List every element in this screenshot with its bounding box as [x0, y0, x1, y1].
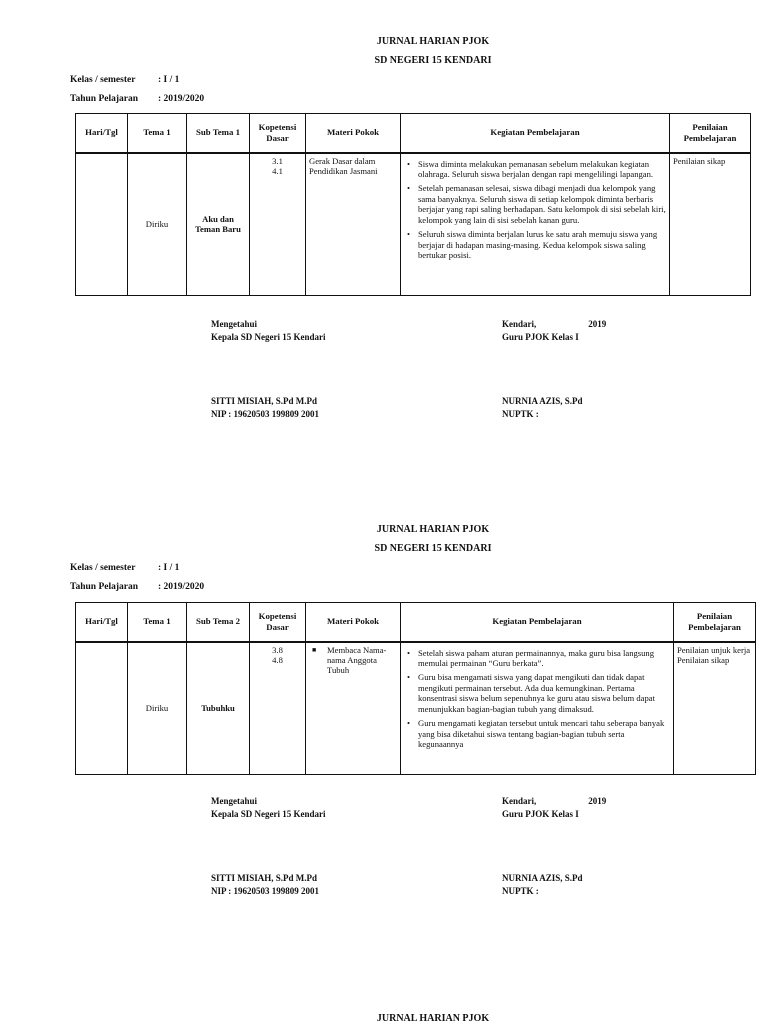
sig-city: Kendari,: [502, 319, 537, 329]
cell-kegiatan: [401, 153, 670, 296]
header-kegiatan: Kegiatan Pembelajaran: [401, 603, 674, 642]
header-kd: Kopetensi Dasar: [250, 603, 306, 642]
kegiatan-item: • Setelah pemanasan selesai, siswa dibagi menjadi dua kelompok yang sama banyaknya. Seluruh siswa di setiap kelompok diminta berbaris berjajar yang rapi saling berhadapan. Satu kelompok di sisi sebelah kiri, kelompok yang lain di sisi sebelah kanan guru.: [418, 183, 666, 225]
table-header-row: [76, 603, 756, 642]
signature-right: [502, 318, 606, 344]
cell-subtema: Aku dan Teman Baru: [187, 153, 250, 296]
tahun-row: [70, 582, 204, 592]
cell-penilaian: [674, 642, 756, 775]
cell-hari: [76, 153, 128, 296]
school-name: SD NEGERI 15 KENDARI: [374, 55, 492, 66]
header-tema: Tema 1: [128, 114, 187, 153]
sig-year: 2019: [588, 796, 607, 806]
tahun-value: : 2019/2020: [158, 582, 205, 592]
header-subtema: Sub Tema 2: [187, 603, 250, 642]
sig-kepala-name: SITTI MISIAH, S.Pd M.Pd: [211, 873, 318, 883]
header-materi: Materi Pokok: [306, 114, 401, 153]
tahun-label: Tahun Pelajaran: [70, 94, 139, 104]
kegiatan-item: • Setelah siswa paham aturan permainannya, maka guru bisa langsung memulai permainan “Guru berkata”.: [418, 648, 670, 669]
sig-year: 2019: [588, 319, 607, 329]
penilaian-item: Penilaian sikap: [677, 654, 730, 665]
cell-kd: [250, 642, 306, 775]
cell-penilaian: Penilaian sikap: [670, 153, 751, 296]
kegiatan-item: • Guru bisa mengamati siswa yang dapat mengikuti dan tidak dapat mengikuti permainan tersebut. Ada dua kemungkinan. Pertama konsentrasi siswa belum sepenuhnya ke guru atau siswa belum dapat menunjukkan bagian-bagian tubuh yang dimaksud.: [418, 672, 670, 714]
cell-tema: Diriku: [128, 153, 187, 296]
sig-mengetahui: Mengetahui: [211, 796, 257, 806]
header-penilaian: Penilaian Pembelajaran: [674, 603, 756, 642]
signature-right: [502, 795, 606, 821]
kd-item: 3.1: [272, 155, 283, 166]
sig-kepala: Kepala SD Negeri 15 Kendari: [211, 809, 326, 820]
table-row: [76, 642, 756, 775]
tahun-label: Tahun Pelajaran: [70, 582, 139, 592]
signature-left: [211, 795, 326, 821]
kegiatan-item: • Guru mengamati kegiatan tersebut untuk mencari tahu seberapa banyak yang bisa diketahui siswa tentang bagian-bagian tubuh serta kegunaannya: [418, 718, 670, 749]
signature-left: [211, 318, 326, 344]
header-hari: Hari/Tgl: [76, 603, 128, 642]
header-tema: Tema 1: [128, 603, 187, 642]
journal-table: [75, 602, 756, 775]
journal-title: JURNAL HARIAN PJOK: [376, 1013, 490, 1024]
signature-left-name: [211, 395, 319, 421]
sig-date: [502, 795, 606, 808]
signature-right-name: [502, 395, 583, 421]
header-materi: Materi Pokok: [306, 603, 401, 642]
kelas-value: : I / 1: [158, 75, 180, 85]
sig-nip: NIP : 19620503 199809 2001: [211, 886, 319, 897]
cell-materi: Gerak Dasar dalam Pendidikan Jasmani: [306, 153, 401, 296]
tahun-row: [70, 94, 204, 104]
sig-city: Kendari,: [502, 796, 537, 806]
kelas-row: [70, 75, 179, 85]
sig-nuptk: NUPTK :: [502, 409, 539, 420]
journal-title: JURNAL HARIAN PJOK: [376, 36, 490, 47]
cell-kd: [250, 153, 306, 296]
sig-nip: NIP : 19620503 199809 2001: [211, 409, 319, 420]
header-subtema: Sub Tema 1: [187, 114, 250, 153]
sig-guru-name: NURNIA AZIS, S.Pd: [502, 396, 583, 406]
table-header-row: [76, 114, 751, 153]
materi-item: ■ Membaca Nama-nama Anggota Tubuh: [327, 645, 397, 676]
cell-kegiatan: [401, 642, 674, 775]
header-kd: Kopetensi Dasar: [250, 114, 306, 153]
kelas-label: Kelas / semester: [70, 563, 136, 573]
cell-hari: [76, 642, 128, 775]
table-row: [76, 153, 751, 296]
kd-item: 4.8: [272, 654, 283, 665]
signature-left-name: [211, 872, 319, 898]
kegiatan-item: • Siswa diminta melakukan pemanasan sebelum melakukan kegiatan olahraga. Seluruh siswa berjalan dengan rapi mengelilingi lapangan.: [418, 159, 666, 180]
header-kegiatan: Kegiatan Pembelajaran: [401, 114, 670, 153]
kd-item: 4.1: [272, 165, 283, 176]
sig-kepala-name: SITTI MISIAH, S.Pd M.Pd: [211, 396, 318, 406]
sig-guru-name: NURNIA AZIS, S.Pd: [502, 873, 583, 883]
school-name: SD NEGERI 15 KENDARI: [374, 543, 492, 554]
sig-kepala: Kepala SD Negeri 15 Kendari: [211, 332, 326, 343]
journal-table: [75, 113, 751, 296]
kegiatan-item: • Seluruh siswa diminta berjalan lurus ke satu arah memuju siswa yang berjajar di hadapan masing-masing. Kedua kelompok siswa saling bertukar posisi.: [418, 229, 666, 260]
kelas-value: : I / 1: [158, 563, 180, 573]
sig-mengetahui: Mengetahui: [211, 319, 257, 329]
sig-guru: Guru PJOK Kelas I: [502, 332, 579, 343]
header-hari: Hari/Tgl: [76, 114, 128, 153]
penilaian-item: Penilaian unjuk kerja: [677, 644, 751, 655]
tahun-value: : 2019/2020: [158, 94, 205, 104]
cell-subtema: Tubuhku: [187, 642, 250, 775]
kelas-label: Kelas / semester: [70, 75, 136, 85]
header-penilaian: Penilaian Pembelajaran: [670, 114, 751, 153]
kelas-row: [70, 563, 179, 573]
sig-nuptk: NUPTK :: [502, 886, 539, 897]
signature-right-name: [502, 872, 583, 898]
sig-guru: Guru PJOK Kelas I: [502, 809, 579, 820]
sig-date: [502, 318, 606, 331]
cell-materi: [306, 642, 401, 775]
journal-title: JURNAL HARIAN PJOK: [376, 524, 490, 535]
cell-tema: Diriku: [128, 642, 187, 775]
kd-item: 3.8: [272, 644, 283, 655]
